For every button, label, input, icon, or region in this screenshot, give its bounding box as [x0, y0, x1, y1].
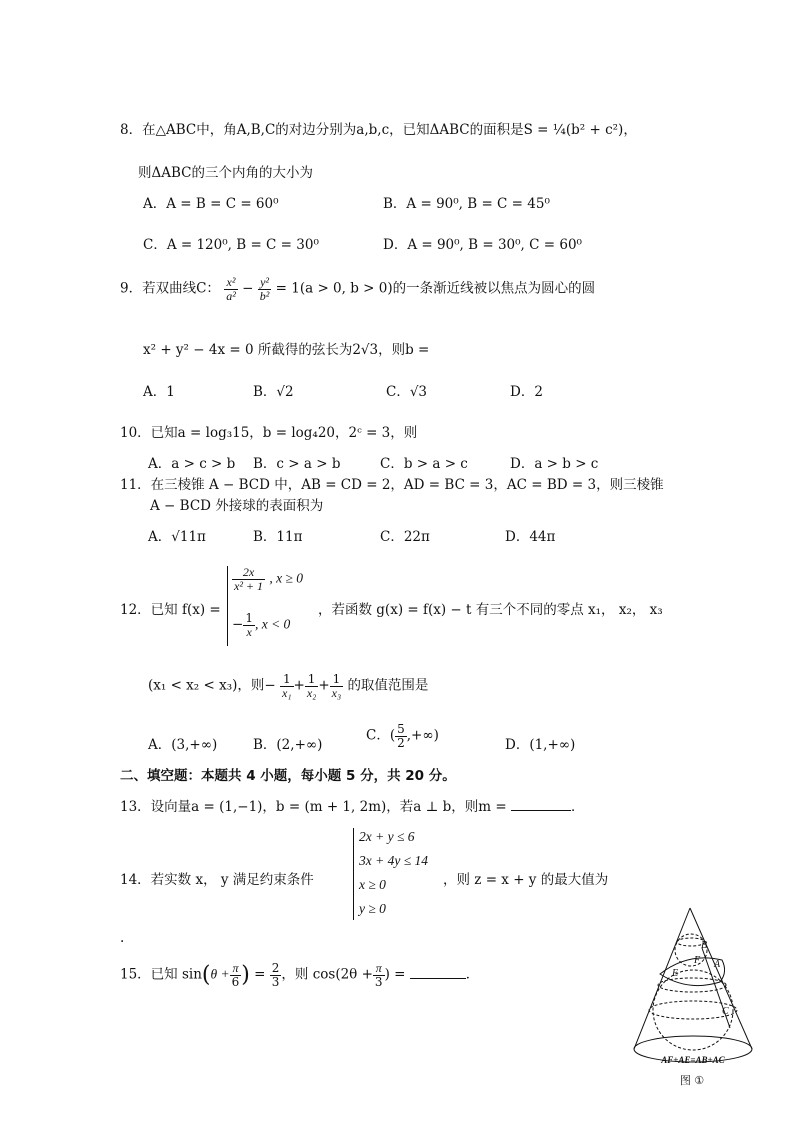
q12-f1-den: x₁: [282, 685, 292, 700]
q14-constraint-3: x ≥ 0: [359, 877, 386, 892]
q15-answer-blank: [410, 964, 466, 979]
q12-case2-sign: −: [232, 616, 244, 633]
q12-option-b: B．(2,+∞): [253, 737, 323, 753]
q15-pi-over-6: [230, 962, 242, 988]
q14-constraint-1: 2x + y ≤ 6: [359, 829, 415, 844]
q9-frac2-den: b²: [259, 288, 270, 303]
q9-option-c: C．√3: [386, 384, 428, 400]
q13-line: [120, 795, 584, 815]
q15-six: 6: [231, 974, 240, 989]
q9-minus: −: [242, 280, 254, 297]
q14-constraint-4: y ≥ 0: [359, 901, 386, 916]
q9-line2: x² + y² − 4x = 0 所截得的弦长为2√3，则b =: [143, 342, 430, 358]
q12-brace: [227, 566, 228, 646]
q13-text: 13．设向量a = (1,−1)，b = (m + 1, 2m)，若a ⊥ b，则m =: [120, 799, 507, 815]
q12-case1: [232, 566, 303, 592]
q8-line2: 则ΔABC的三个内角的大小为: [138, 165, 313, 181]
q15-mid: ，则 cos(2θ +: [281, 966, 373, 983]
q9-option-d: D．2: [510, 384, 543, 400]
cone-right-edge: [690, 908, 752, 1049]
q8-option-d: D．A = 90⁰, B = 30⁰, C = 60⁰: [383, 237, 582, 253]
q12-f2-den: x₂: [306, 685, 317, 700]
q12-middle: ，若函数 g(x) = f(x) − t 有三个不同的零点 x₁， x₂， x₃: [318, 602, 663, 618]
q12-case1-den: x² + 1: [234, 578, 264, 593]
q8-option-b: B．A = 90⁰, B = C = 45⁰: [383, 196, 550, 212]
label-b: B: [701, 940, 708, 951]
q15-line: 15．已知 sin(θ + $\frac{\pi}{6}$ ) = $\frac{2}{3}$ ，则 cos(2θ + $\frac{\pi}{3}$ ) = ．: [120, 961, 480, 989]
q15-rhs-den: 3: [271, 974, 280, 989]
q12-prefix: 12．已知 f(x) =: [120, 602, 221, 618]
q10-option-a: A．a > c > b: [148, 456, 236, 472]
q12-option-c-den: 2: [397, 735, 405, 750]
q11-line1: 11．在三棱锥 A − BCD 中，AB = CD = 2，AD = BC = 3，AC = BD = 3，则三棱锥: [120, 477, 664, 493]
q12-option-c-prefix: C．(: [366, 727, 396, 744]
label-f: F: [694, 955, 701, 966]
q15-theta-plus: θ +: [210, 966, 230, 982]
q9-frac1-den: a²: [226, 288, 236, 303]
q14-dot: .: [120, 930, 125, 946]
q12-case2: [232, 612, 290, 638]
q11-option-c: C．22π: [380, 529, 430, 545]
q10-option-c: C．b > a > c: [380, 456, 468, 472]
q15-pi-over-3: [373, 962, 385, 988]
cone-base-caption: AF+AE=AB+AC: [661, 1055, 725, 1065]
q12-case2-num: 1: [245, 611, 253, 625]
q15-end: ．: [465, 966, 480, 983]
q12-frac-x2: [305, 673, 319, 699]
q12-option-c-frac: [395, 723, 407, 749]
q15-rhs: [270, 962, 282, 988]
q13-answer-blank: [511, 796, 571, 811]
q12-option-d: D．(1,+∞): [505, 737, 576, 753]
q14-brace: [353, 828, 354, 920]
q15-eq: =: [254, 966, 266, 983]
q8-line1: 8．在△ABC中，角A,B,C的对边分别为a,b,c，已知ΔABC的面积是S = ¼(b² + c²)，: [120, 122, 637, 138]
q14-suffix: ，则 z = x + y 的最大值为: [443, 872, 609, 888]
q12-case1-num: 2x: [232, 566, 265, 580]
q12-case1-frac: [232, 566, 265, 592]
q9-fraction-y: [258, 276, 272, 302]
q12-plus-2: +: [318, 677, 330, 694]
q10-option-b: B．c > a > b: [253, 456, 341, 472]
q12-case2-frac: [243, 612, 255, 638]
q15-rhs-num: 2: [271, 961, 280, 975]
q12-option-c-num: 5: [397, 722, 405, 736]
q12-option-c-suffix: ,+∞): [406, 727, 439, 744]
q8-option-c: C．A = 120⁰, B = C = 30⁰: [143, 237, 319, 253]
q12-case2-cond: , x < 0: [254, 616, 291, 632]
q9-option-a: A．1: [143, 384, 175, 400]
q9-fraction-x: [224, 276, 238, 302]
q12-f3-num: 1: [330, 673, 344, 687]
section-2-heading: 二、填空题：本题共 4 小题，每小题 5 分，共 20 分。: [120, 768, 456, 784]
q13-end: ．: [570, 799, 585, 815]
cone-figure: [628, 902, 764, 1092]
q12-case1-cond: , x ≥ 0: [269, 570, 303, 586]
q15-three: 3: [374, 974, 383, 989]
q15-pi: π: [230, 962, 242, 976]
q10-line1: 10．已知a = log₃15，b = log₄20，2ᶜ = 3，则: [120, 425, 418, 441]
q12-plus-1: +: [293, 677, 305, 694]
q11-option-a: A．√11π: [148, 529, 206, 545]
q12-case2-den: x: [246, 624, 252, 639]
q12-line2-suffix: 的取值范围是: [347, 677, 429, 694]
q15-close: ) =: [384, 966, 406, 983]
label-e: E: [672, 968, 679, 979]
q14-prefix: 14．若实数 x， y 满足约束条件: [120, 872, 314, 888]
q9-suffix: = 1(a > 0, b > 0)的一条渐近线被以焦点为圆心的圆: [275, 280, 596, 297]
label-a: A: [714, 959, 721, 970]
q9-line1: [120, 276, 595, 302]
q9-prefix: 9．若双曲线C：: [120, 280, 220, 297]
q8-option-a: A．A = B = C = 60⁰: [143, 196, 279, 212]
q11-option-d: D．44π: [505, 529, 556, 545]
q12-frac-x1: [280, 673, 294, 699]
q12-f3-den: x₃: [331, 685, 342, 700]
q11-option-b: B．11π: [253, 529, 303, 545]
figure-caption: 图 ①: [679, 1074, 705, 1087]
q12-line2-prefix: (x₁ < x₂ < x₃)，则−: [148, 677, 276, 694]
q12-option-c: [366, 723, 439, 749]
q12-f1-num: 1: [280, 673, 294, 687]
q10-option-d: D．a > b > c: [510, 456, 599, 472]
q12-line2: [148, 673, 428, 699]
q12-f2-num: 1: [305, 673, 319, 687]
label-c: C: [722, 1006, 729, 1017]
q14-constraint-2: 3x + 4y ≤ 14: [359, 853, 429, 868]
q15-prefix: 15．已知 sin: [120, 966, 202, 983]
q9-frac1-num: x²: [224, 276, 238, 290]
q12-option-a: A．(3,+∞): [148, 737, 218, 753]
q12-frac-x3: [330, 673, 344, 699]
q9-frac2-num: y²: [258, 276, 272, 290]
q9-option-b: B．√2: [253, 384, 294, 400]
q15-pi-2: π: [373, 962, 385, 976]
q11-line2: A − BCD 外接球的表面积为: [150, 498, 324, 514]
